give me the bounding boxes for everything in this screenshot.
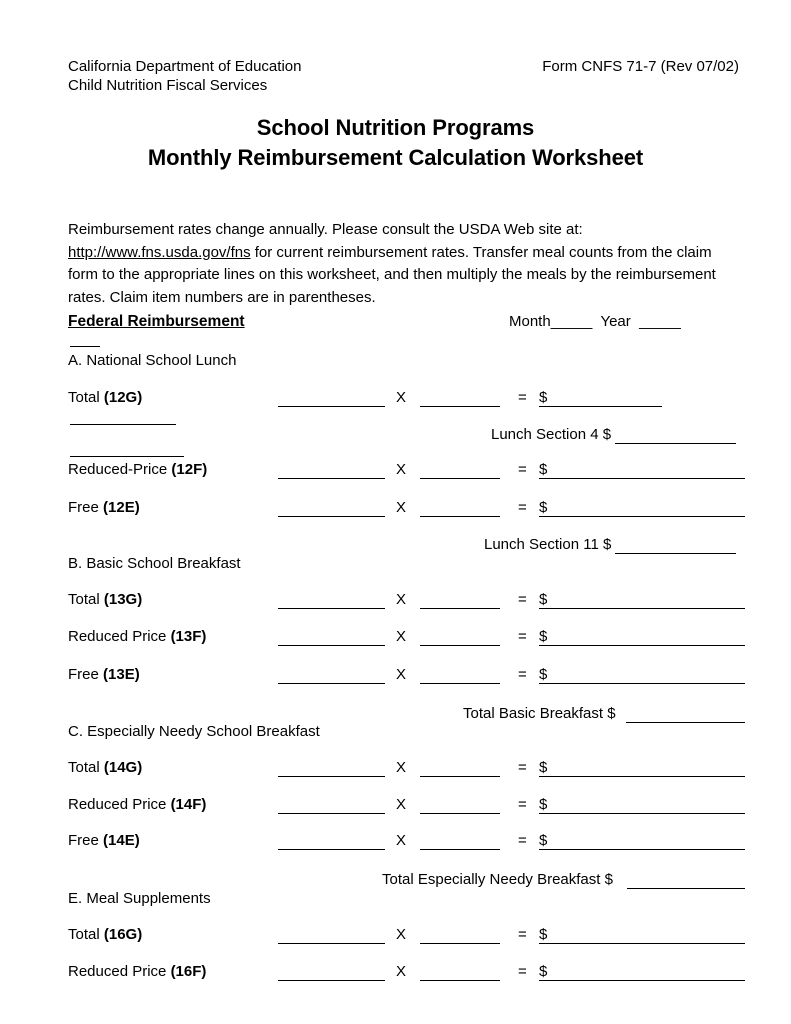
result-input-12e[interactable] <box>539 516 745 517</box>
agency-department: California Department of Education <box>68 58 302 75</box>
currency-symbol: $ <box>539 499 548 516</box>
calc-row-label: Total (16G) <box>68 926 143 943</box>
subtotal-label: Total Basic Breakfast $ <box>463 705 616 722</box>
meal-count-input-14e[interactable] <box>278 849 385 850</box>
equals-operator: = <box>518 832 527 849</box>
equals-operator: = <box>518 926 527 943</box>
federal-reimbursement-heading: Federal Reimbursement <box>68 313 245 330</box>
agency-block <box>68 57 301 95</box>
result-input-14f[interactable] <box>539 813 745 814</box>
equals-operator: = <box>518 461 527 478</box>
calc-row-13e <box>68 666 758 690</box>
calc-row-16f <box>68 963 758 987</box>
multiply-operator: X <box>396 628 407 645</box>
rate-input-13e[interactable] <box>420 683 500 684</box>
agency-division: Child Nutrition Fiscal Services <box>68 77 268 94</box>
calc-row-label: Free (14E) <box>68 832 140 849</box>
calc-row-13f <box>68 628 758 652</box>
stray-underline-1 <box>70 424 176 425</box>
month-year-field[interactable]: Month_____ Year _____ <box>509 313 681 330</box>
calc-row-label: Total (13G) <box>68 591 143 608</box>
subtotal-label: Lunch Section 11 $ <box>484 536 612 553</box>
subtotal-input[interactable] <box>626 722 745 723</box>
subtotal-input[interactable] <box>627 888 745 889</box>
multiply-operator: X <box>396 499 407 516</box>
section-title-a: A. National School Lunch <box>68 352 237 369</box>
rate-input-16g[interactable] <box>420 943 500 944</box>
section-title-b: B. Basic School Breakfast <box>68 555 241 572</box>
instructions-part-2: for current reimbursement rates. Transfer meal counts from the claim form to the appropriate lines on this worksheet, and then multiply the meals by the reimbursement rates. Claim item numbers are in parentheses. <box>68 243 716 306</box>
result-input-14g[interactable] <box>539 776 745 777</box>
stray-underline-heading <box>70 346 100 347</box>
meal-count-input-12e[interactable] <box>278 516 385 517</box>
multiply-operator: X <box>396 926 407 943</box>
equals-operator: = <box>518 963 527 980</box>
section-title-c: C. Especially Needy School Breakfast <box>68 723 320 740</box>
meal-count-input-14g[interactable] <box>278 776 385 777</box>
equals-operator: = <box>518 628 527 645</box>
result-input-14e[interactable] <box>539 849 745 850</box>
calc-row-label: Free (12E) <box>68 499 140 516</box>
equals-operator: = <box>518 666 527 683</box>
stray-underline-2 <box>70 456 184 457</box>
meal-count-input-13f[interactable] <box>278 645 385 646</box>
result-input-13f[interactable] <box>539 645 745 646</box>
calc-row-14g <box>68 759 758 783</box>
result-input-12f[interactable] <box>539 478 745 479</box>
rate-input-16f[interactable] <box>420 980 500 981</box>
rate-input-14g[interactable] <box>420 776 500 777</box>
calc-row-14f <box>68 796 758 820</box>
subtotal-label: Total Especially Needy Breakfast $ <box>382 871 613 888</box>
subtotal-input[interactable] <box>615 553 736 554</box>
equals-operator: = <box>518 759 527 776</box>
meal-count-input-16g[interactable] <box>278 943 385 944</box>
equals-operator: = <box>518 499 527 516</box>
currency-symbol: $ <box>539 832 548 849</box>
calc-row-12e <box>68 499 758 523</box>
currency-symbol: $ <box>539 926 548 943</box>
result-input-13g[interactable] <box>539 608 745 609</box>
result-input-13e[interactable] <box>539 683 745 684</box>
title-line-2: Monthly Reimbursement Calculation Worksheet <box>147 145 644 170</box>
multiply-operator: X <box>396 461 407 478</box>
currency-symbol: $ <box>539 389 548 406</box>
document-header <box>68 57 739 95</box>
rate-input-12e[interactable] <box>420 516 500 517</box>
meal-count-input-16f[interactable] <box>278 980 385 981</box>
rate-input-14e[interactable] <box>420 849 500 850</box>
multiply-operator: X <box>396 389 407 406</box>
rate-input-12g[interactable] <box>420 406 500 407</box>
rate-input-13g[interactable] <box>420 608 500 609</box>
calc-row-12g <box>68 389 758 413</box>
currency-symbol: $ <box>539 759 548 776</box>
currency-symbol: $ <box>539 666 548 683</box>
currency-symbol: $ <box>539 796 548 813</box>
result-input-16g[interactable] <box>539 943 745 944</box>
usda-website-link[interactable]: http://www.fns.usda.gov/fns <box>68 243 251 261</box>
calc-row-label: Reduced Price (13F) <box>68 628 207 645</box>
rate-input-13f[interactable] <box>420 645 500 646</box>
calc-row-label: Reduced Price (16F) <box>68 963 207 980</box>
form-identifier: Form CNFS 71-7 (Rev 07/02) <box>542 58 739 75</box>
multiply-operator: X <box>396 796 407 813</box>
multiply-operator: X <box>396 832 407 849</box>
meal-count-input-14f[interactable] <box>278 813 385 814</box>
subtotal-input[interactable] <box>615 443 736 444</box>
calc-row-label: Total (14G) <box>68 759 143 776</box>
equals-operator: = <box>518 591 527 608</box>
calc-row-label: Free (13E) <box>68 666 140 683</box>
currency-symbol: $ <box>539 628 548 645</box>
currency-symbol: $ <box>539 963 548 980</box>
meal-count-input-13g[interactable] <box>278 608 385 609</box>
meal-count-input-12g[interactable] <box>278 406 385 407</box>
result-input-16f[interactable] <box>539 980 745 981</box>
instructions-paragraph <box>68 219 740 309</box>
instructions-part-1: Reimbursement rates change annually. Please consult the USDA Web site at: <box>68 221 583 238</box>
multiply-operator: X <box>396 666 407 683</box>
calc-row-label: Reduced-Price (12F) <box>68 461 208 478</box>
meal-count-input-12f[interactable] <box>278 478 385 479</box>
result-input-12g[interactable] <box>539 406 662 407</box>
calc-row-14e <box>68 832 758 856</box>
multiply-operator: X <box>396 963 407 980</box>
equals-operator: = <box>518 796 527 813</box>
meal-count-input-13e[interactable] <box>278 683 385 684</box>
calc-row-13g <box>68 591 758 615</box>
title-line-1: School Nutrition Programs <box>256 115 535 140</box>
rate-input-14f[interactable] <box>420 813 500 814</box>
calc-row-16g <box>68 926 758 950</box>
page-title <box>0 113 791 173</box>
rate-input-12f[interactable] <box>420 478 500 479</box>
subtotal-label: Lunch Section 4 $ <box>491 426 612 443</box>
multiply-operator: X <box>396 591 407 608</box>
calc-row-12f <box>68 461 758 485</box>
section-title-e: E. Meal Supplements <box>68 890 211 907</box>
currency-symbol: $ <box>539 591 548 608</box>
equals-operator: = <box>518 389 527 406</box>
calc-row-label: Total (12G) <box>68 389 143 406</box>
multiply-operator: X <box>396 759 407 776</box>
calc-row-label: Reduced Price (14F) <box>68 796 207 813</box>
currency-symbol: $ <box>539 461 548 478</box>
